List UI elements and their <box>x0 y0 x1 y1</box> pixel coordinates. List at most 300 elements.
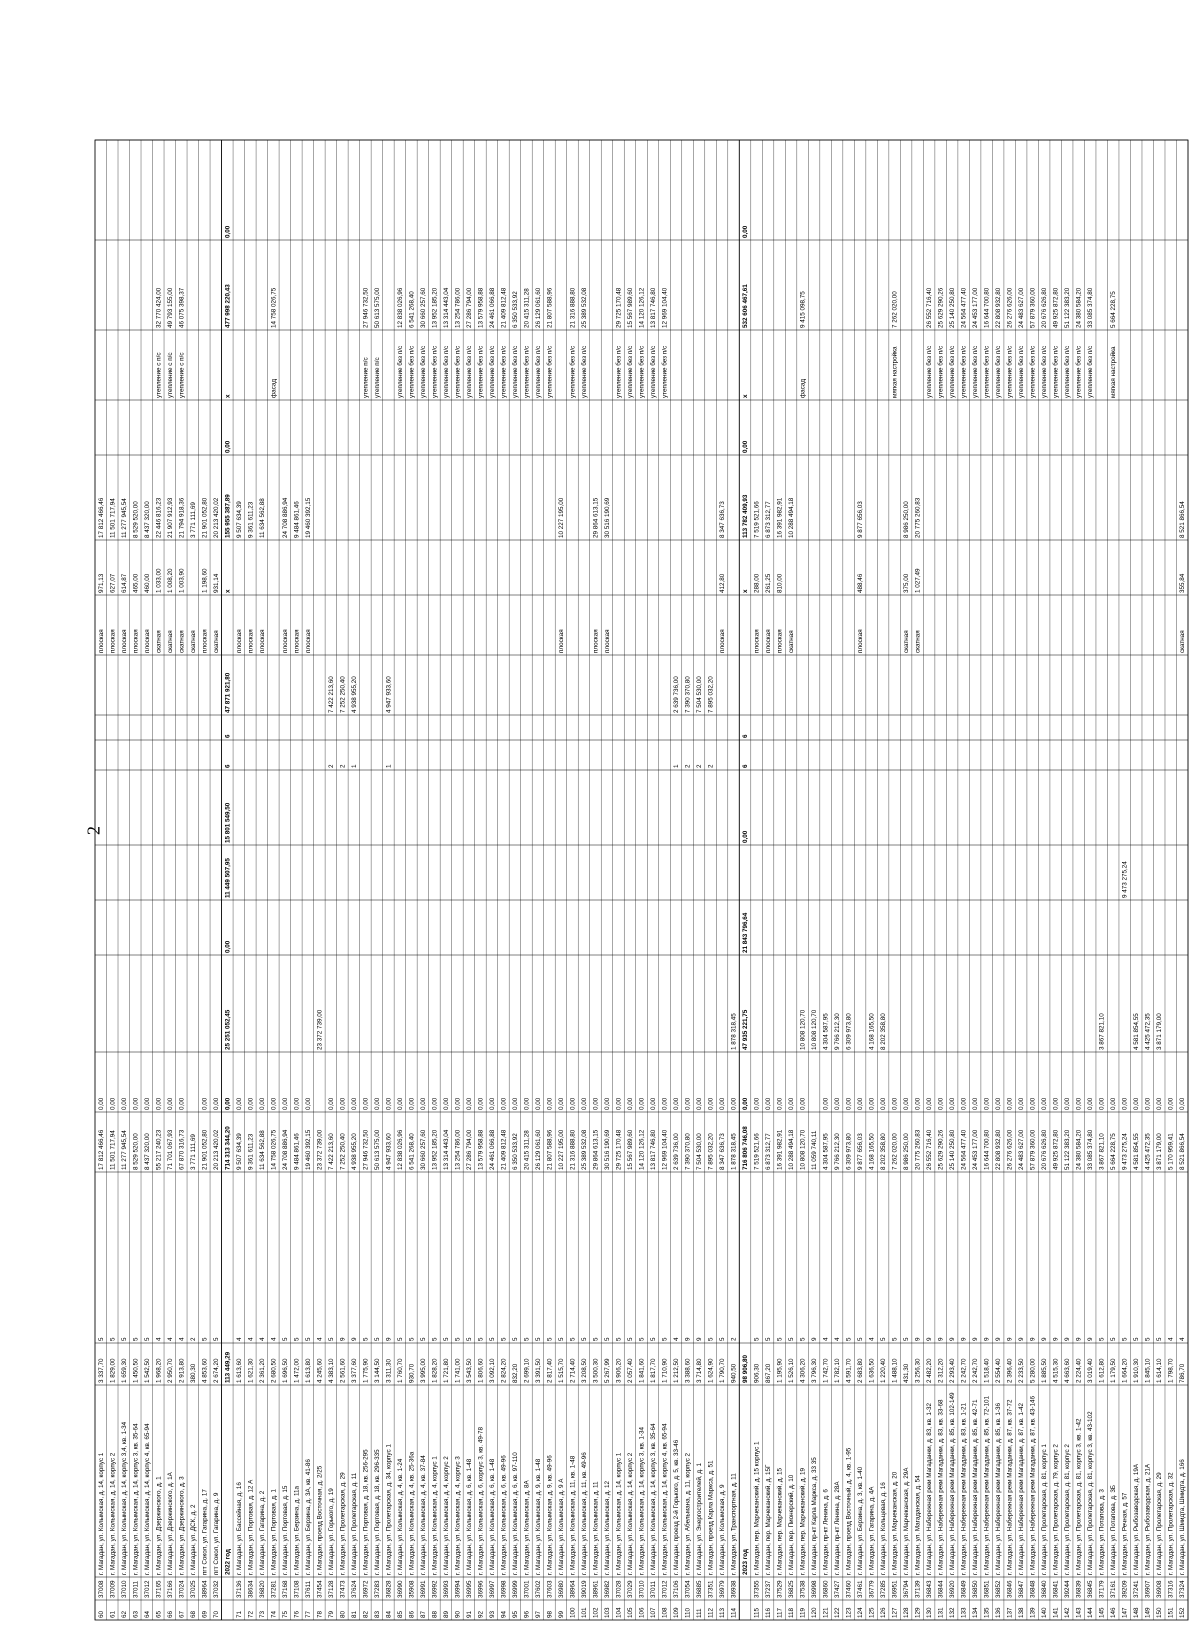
table-cell: 288,00 <box>753 573 761 593</box>
table-cell: 931,14 <box>212 573 220 593</box>
table-cell: 0,00 <box>914 1097 922 1110</box>
table-cell: 5 <box>638 1337 646 1341</box>
table-cell: 107 <box>650 1607 658 1618</box>
table-cell: 5 <box>362 1337 370 1341</box>
table-cell: 0,00 <box>926 1097 934 1110</box>
table-cell: 5 <box>477 1337 485 1341</box>
table-cell: 6 873 312,77 <box>765 501 773 538</box>
table-cell: 68 <box>189 1610 197 1618</box>
table-cell: 4 306,20 <box>799 1358 807 1383</box>
table-cell: утепление без п/с <box>465 345 473 398</box>
table-cell: 36998 <box>811 1580 819 1598</box>
table-cell: 5 <box>465 1337 473 1341</box>
table-cell: 21 409 812,48 <box>500 1129 508 1170</box>
table-cell: 0,00 <box>638 1097 646 1110</box>
table-cell: 1 885,50 <box>1041 1358 1049 1383</box>
table-cell: 113 <box>719 1607 727 1618</box>
total-cell: 6 <box>224 734 232 738</box>
table-cell: 24 483 627,00 <box>1018 287 1026 328</box>
table-cell: 8 202 358,80 <box>880 1013 888 1050</box>
table-cell: 4 <box>868 1337 876 1341</box>
table-cell: г. Магадан, ул. Транспортная, д. 11 <box>730 1473 738 1575</box>
table-cell: г. Магадан, ул. Пролетарская, д. 81, корпус 1 <box>1041 1444 1049 1575</box>
table-cell: 0,00 <box>937 1097 945 1110</box>
table-cell: 0,00 <box>442 1097 450 1110</box>
table-cell: 37602 <box>534 1580 542 1598</box>
table-cell: 0,00 <box>949 1097 957 1110</box>
table-cell: г. Магадан, ул. Колымская, д. 11 <box>592 1481 600 1575</box>
table-cell: 3 543,50 <box>465 1358 473 1383</box>
table-cell: 29 725 170,48 <box>615 287 623 328</box>
table-cell: 412,80 <box>719 573 727 593</box>
table-cell: 5 <box>845 1337 853 1341</box>
table-cell: 5 <box>327 1337 335 1341</box>
table-cell: 0,00 <box>201 1097 209 1110</box>
table-cell: 37025 <box>189 1580 197 1598</box>
table-cell: 810,00 <box>776 573 784 593</box>
table-cell: 5 267,99 <box>603 1358 611 1383</box>
table-cell: скатная <box>155 630 163 653</box>
table-cell: плоская <box>143 629 151 653</box>
table-cell: 0,00 <box>293 1097 301 1110</box>
table-cell: 81 <box>350 1610 358 1618</box>
table-cell: 35908 <box>408 1580 416 1598</box>
table-cell: 5 <box>442 1337 450 1341</box>
table-cell: 12 838 026,96 <box>396 287 404 328</box>
table-cell: 121 <box>822 1607 830 1618</box>
table-cell: 0,00 <box>132 1097 140 1110</box>
table-cell: г. Магадан, ул. Кольцевая, д. 16 <box>880 1482 888 1575</box>
table-cell: 37316 <box>1167 1580 1175 1598</box>
table-cell: 123 <box>845 1607 853 1618</box>
table-cell: 37324 <box>1179 1580 1187 1598</box>
table-cell: 96 <box>523 1610 531 1618</box>
table-cell: 5 <box>500 1337 508 1341</box>
table-cell: 37010 <box>120 1580 128 1598</box>
table-cell: 33 085 374,80 <box>1087 1129 1095 1170</box>
table-cell: утепление без п/с <box>488 345 496 398</box>
table-cell: 8 437 320,00 <box>143 501 151 538</box>
table-cell: утепление без п/с <box>949 345 957 398</box>
table-cell: 20 213 420,02 <box>212 1129 220 1170</box>
table-cell: 0,00 <box>673 1097 681 1110</box>
table-cell: 13 314 443,04 <box>442 1129 450 1170</box>
table-cell: г. Магадан, проезд 2-й Горького, д. 5, кв. 33-46 <box>673 1439 681 1575</box>
table-cell: 1 621,30 <box>247 1358 255 1383</box>
total-cell: 98 906,80 <box>742 1354 750 1383</box>
table-cell: 150 <box>1156 1607 1164 1618</box>
table-cell: 115 <box>753 1607 761 1618</box>
table-cell: 1 878 318,45 <box>730 1013 738 1050</box>
table-cell: 37351 <box>707 1580 715 1598</box>
table-cell: плоская <box>293 629 301 653</box>
table-cell: г. Магадан, ул. Берзина, д. 11а <box>293 1485 301 1575</box>
table-cell: г. Магадан, ул. Набережная реки Магаданки, д. 87, кв. 37-72 <box>1006 1399 1014 1575</box>
table-cell: 1 910,30 <box>1133 1358 1141 1383</box>
table-cell: 627,07 <box>109 573 117 593</box>
table-cell: утепление без п/с <box>396 345 404 398</box>
table-cell: 85 <box>396 1610 404 1618</box>
table-cell: 36979 <box>719 1580 727 1598</box>
table-cell: 2 <box>339 764 347 768</box>
table-cell: 0,00 <box>868 1097 876 1110</box>
table-cell: 8 521 866,54 <box>1179 1133 1187 1170</box>
table-cell: 37237 <box>765 1580 773 1598</box>
table-cell: 24 453 177,00 <box>972 287 980 328</box>
table-cell: 16 391 982,91 <box>776 497 784 538</box>
table-cell: 36840 <box>1041 1580 1049 1598</box>
table-cell: 0,00 <box>97 1097 105 1110</box>
table-cell: 11 277 945,54 <box>120 1130 128 1170</box>
table-cell: 0,00 <box>707 1097 715 1110</box>
table-cell: 1 659,30 <box>120 1358 128 1383</box>
table-cell: 25 389 532,08 <box>580 287 588 328</box>
table-cell: утепление без п/с <box>1087 345 1095 398</box>
table-cell: 36998 <box>500 1580 508 1598</box>
table-cell: 91 <box>465 1610 473 1618</box>
table-cell: 2 950,70 <box>166 1358 174 1383</box>
table-cell: 25 629 290,26 <box>937 287 945 328</box>
table-cell: 4 304 587,95 <box>822 1013 830 1050</box>
table-cell: 4 383,10 <box>327 1358 335 1383</box>
table-cell: утепление без п/с <box>1029 345 1037 398</box>
table-cell: 2 <box>730 1337 738 1341</box>
table-cell: 24 483 627,00 <box>1018 1129 1026 1170</box>
table-cell: 73 <box>258 1610 266 1618</box>
table-cell: 36972 <box>362 1580 370 1598</box>
table-cell: 0,00 <box>972 1097 980 1110</box>
table-cell: 5 <box>580 1337 588 1341</box>
table-cell: 12 838 026,96 <box>396 1129 404 1170</box>
table-cell: пгт Сокол, ул. Гагарина, д. 17 <box>201 1489 209 1575</box>
table-cell: 119 <box>799 1607 807 1618</box>
table-cell: плоская <box>132 629 140 653</box>
table-cell: 3 500,30 <box>592 1358 600 1383</box>
total-cell: 0,00 <box>742 830 750 843</box>
table-cell: утепление без п/с <box>454 345 462 398</box>
table-cell: 132 <box>949 1607 957 1618</box>
table-cell: 36820 <box>258 1580 266 1598</box>
table-cell: 5 <box>523 1337 531 1341</box>
table-cell: 125 <box>868 1607 876 1618</box>
table-cell: 14 120 126,12 <box>638 287 646 328</box>
table-cell: 1 <box>673 764 681 768</box>
table-cell: 3 311,30 <box>385 1358 393 1383</box>
table-cell: г. Магадан, ул. Колымская, д. 14, корпус 4, кв. 65-94 <box>661 1423 669 1575</box>
table-cell: 116 <box>765 1607 773 1618</box>
table-cell: г. Магадан, ул. Колымская, д. 14, корпус 3, кв. 35-64 <box>650 1423 658 1575</box>
table-cell: 5 <box>419 1337 427 1341</box>
table-cell: г. Магадан, пер. Марчеканский, д. 15 <box>776 1467 784 1575</box>
table-cell: 1 003,90 <box>178 568 186 593</box>
table-cell: 8 202 358,80 <box>880 1133 888 1170</box>
total-cell: 532 606 467,61 <box>742 284 750 328</box>
table-cell: 9 <box>949 1337 957 1341</box>
table-cell: 9 766 212,30 <box>834 1013 842 1050</box>
table-cell: 3 208,50 <box>580 1358 588 1383</box>
table-cell: 14 758 026,75 <box>270 287 278 328</box>
table-cell: 3 995,00 <box>419 1358 427 1383</box>
table-cell: 0,00 <box>120 1097 128 1110</box>
table-cell: 37611 <box>304 1580 312 1598</box>
table-cell: 16 391 982,91 <box>776 1129 784 1170</box>
table-cell: г. Магадан, ул. Абельмана, д. 11, корпус 2 <box>684 1452 692 1575</box>
table-cell: 12 969 104,40 <box>661 287 669 328</box>
table-cell: 24 461 066,88 <box>488 287 496 328</box>
table-cell: 37179 <box>1098 1580 1106 1598</box>
table-cell: 9 <box>926 1337 934 1341</box>
table-cell: скатная <box>212 630 220 653</box>
table-cell: 3 092,10 <box>488 1358 496 1383</box>
table-cell: 37012 <box>661 1580 669 1598</box>
total-cell: 0,00 <box>742 440 750 453</box>
table-cell: плоская <box>258 629 266 653</box>
table-cell: 37461 <box>857 1580 865 1598</box>
table-cell: 9 <box>684 1337 692 1341</box>
table-cell: 21 907 912,93 <box>166 497 174 538</box>
table-cell: 24 564 477,40 <box>960 1129 968 1170</box>
table-cell: 21 794 918,36 <box>178 497 186 538</box>
table-cell: 22 808 932,80 <box>995 287 1003 328</box>
table-cell: 27 946 732,50 <box>362 1129 370 1170</box>
table-cell: 0,00 <box>615 1097 623 1110</box>
table-cell: 8 347 636,73 <box>719 501 727 538</box>
table-cell: г. Магадан, ул. Гагарина, д. 2 <box>258 1490 266 1575</box>
table-cell: г. Магадан, ул. Колымская, д. 6, кв. 1-48 <box>465 1458 473 1575</box>
table-cell: 4 <box>155 1337 163 1341</box>
table-cell: г. Магадан, ул. Набережная реки Магаданки, д. 87, кв. 1-42 <box>1018 1402 1026 1575</box>
table-cell: скатная <box>1179 630 1187 653</box>
table-cell: 0,00 <box>1167 1097 1175 1110</box>
table-cell: 37454 <box>316 1580 324 1598</box>
table-cell: г. Магадан, ул. Колымская, д. 14, корпус 2 <box>109 1452 117 1575</box>
table-cell: 7 390 370,80 <box>684 1133 692 1170</box>
table-cell: 0,00 <box>580 1097 588 1110</box>
table-cell: 36828 <box>385 1580 393 1598</box>
total-cell: 0,00 <box>224 940 232 953</box>
table-cell: 37108 <box>293 1580 301 1598</box>
table-cell: 5 <box>1110 1337 1118 1341</box>
table-cell: 37009 <box>109 1580 117 1598</box>
table-cell: г. Магадан, пр-кт Карла Маркса, д. 33 35 <box>811 1457 819 1575</box>
table-cell: 0,00 <box>960 1097 968 1110</box>
table-cell: 0,00 <box>281 1097 289 1110</box>
table-cell: 49 925 872,80 <box>1052 1129 1060 1170</box>
total-cell: 15 801 549,50 <box>224 802 232 843</box>
table-cell: 7 390 370,80 <box>684 676 692 713</box>
table-cell: г. Магадан, проезд Восточная, д. 2/25 <box>316 1465 324 1575</box>
table-cell: 3 019,40 <box>1087 1358 1095 1383</box>
table-cell: 355,84 <box>1179 573 1187 593</box>
table-cell: 5 <box>304 1337 312 1341</box>
table-cell: 0,00 <box>880 1097 888 1110</box>
table-cell: 21 316 888,80 <box>569 287 577 328</box>
table-cell: 11 634 562,88 <box>258 1130 266 1170</box>
table-cell: 0,00 <box>385 1097 393 1110</box>
table-cell: 4 168 165,50 <box>868 1013 876 1050</box>
table-cell: 9 877 656,03 <box>857 501 865 538</box>
table-cell: 89 <box>442 1610 450 1618</box>
table-cell: 5 <box>753 1337 761 1341</box>
table-cell: утепление без п/с <box>650 345 658 398</box>
table-cell: плоская <box>235 629 243 653</box>
table-cell: 24 708 886,94 <box>281 1129 289 1170</box>
table-cell: 0,00 <box>1029 1097 1037 1110</box>
total-cell: 714 313 344,20 <box>224 1126 232 1170</box>
table-cell: 2 396,40 <box>1006 1358 1014 1383</box>
table-cell: 1 760,70 <box>396 1358 404 1383</box>
table-cell: 36849 <box>960 1580 968 1598</box>
table-cell: плоская <box>776 629 784 653</box>
table-cell: 37032 <box>212 1580 220 1598</box>
table-cell: 78 <box>316 1610 324 1618</box>
table-cell: 5 <box>857 1337 865 1341</box>
table-cell: г. Магадан, ул. ДСК, д. 2 <box>189 1504 197 1575</box>
table-cell: 124 <box>857 1607 865 1618</box>
table-cell: 7 519 521,66 <box>753 1133 761 1170</box>
table-cell: 5 <box>1156 1337 1164 1341</box>
table-cell: 38961 <box>592 1580 600 1598</box>
table-cell: 36993 <box>442 1580 450 1598</box>
table-cell: плоская <box>120 629 128 653</box>
table-cell: 27 286 794,00 <box>465 1129 473 1170</box>
table-cell: 26 276 626,00 <box>1006 287 1014 328</box>
table-cell: утепление без п/с <box>442 345 450 398</box>
table-cell: 5 <box>719 1337 727 1341</box>
table-cell: 2 361,20 <box>258 1358 266 1383</box>
table-cell: 4 663,60 <box>1064 1358 1072 1383</box>
table-cell: г. Магадан, ул. Дзержинского, д. 3 <box>178 1476 186 1575</box>
table-cell: 1 636,50 <box>868 1358 876 1383</box>
table-cell: 2 680,50 <box>270 1358 278 1383</box>
table-cell: 21 807 588,96 <box>546 287 554 328</box>
table-cell: 5 <box>143 1337 151 1341</box>
table-cell: 15 567 989,60 <box>626 1129 634 1170</box>
table-cell: г. Магадан, ул. Рыбозаводская, д. 21А <box>1144 1463 1152 1575</box>
table-cell: г. Магадан, ул. Колымская, д. 4, корпус 3 <box>454 1456 462 1575</box>
table-cell: 88 <box>431 1610 439 1618</box>
table-cell: 5 <box>546 1337 554 1341</box>
table-cell: 37008 <box>97 1580 105 1598</box>
table-cell: 37128 <box>327 1580 335 1598</box>
table-cell: 0,00 <box>523 1097 531 1110</box>
table-cell: 66 <box>166 1610 174 1618</box>
table-cell: г. Магадан, ул. Колымская, д. 8А <box>523 1480 531 1575</box>
table-cell: г. Магадан, ул. Гагарина, д. 4А <box>868 1486 876 1575</box>
table-cell: г. Магадан, пер. Марчеканский, д. 19 <box>799 1467 807 1575</box>
table-cell: 9 <box>937 1337 945 1341</box>
table-cell: 4 <box>235 1337 243 1341</box>
table-cell: 5 <box>408 1337 416 1341</box>
table-cell: 30 660 257,60 <box>419 287 427 328</box>
table-cell: 0,00 <box>1156 1097 1164 1110</box>
table-cell: 4 938 955,20 <box>350 1133 358 1170</box>
table-cell: 0,00 <box>1006 1097 1014 1110</box>
table-cell: 8 986 250,00 <box>903 1133 911 1170</box>
table-cell: 152 <box>1179 1607 1187 1618</box>
table-cell: 94 <box>500 1610 508 1618</box>
table-cell: г. Магадан, ул. Колымская, д. 9, кв. 1-48 <box>534 1458 542 1575</box>
table-cell: 106 <box>638 1607 646 1618</box>
total-cell: 113 782 409,93 <box>742 494 750 538</box>
table-cell: 13 579 958,88 <box>477 1129 485 1170</box>
total-cell: 155 955 387,89 <box>224 494 232 538</box>
table-cell: 36850 <box>972 1580 980 1598</box>
table-cell: 135 <box>983 1607 991 1618</box>
table-cell: утепление без п/с <box>500 345 508 398</box>
table-cell: 32 770 424,00 <box>155 287 163 328</box>
table-cell: 1 775,90 <box>362 1358 370 1383</box>
total-cell: 0,00 <box>224 440 232 453</box>
table-cell: 2 <box>327 764 335 768</box>
table-cell: 71 <box>235 1610 243 1618</box>
table-cell: 17 812 466,46 <box>97 1129 105 1170</box>
table-cell: 137 <box>1006 1607 1014 1618</box>
table-cell: 30 516 190,69 <box>603 1129 611 1170</box>
table-cell: 4 <box>1167 1337 1175 1341</box>
table-cell: 1 198,60 <box>201 568 209 593</box>
total-cell: х <box>224 394 232 398</box>
table-cell: 1 878 318,45 <box>730 1133 738 1170</box>
table-cell: 6 350 533,92 <box>511 291 519 328</box>
table-cell: 0,00 <box>1110 1097 1118 1110</box>
table-cell: г. Магадан, ул. Колымская, д. 6, корпус 3, кв. 49-78 <box>477 1427 485 1575</box>
table-cell: г. Магадан, ул. Пролетарская, д. 29 <box>339 1472 347 1575</box>
table-cell: утепление без п/с <box>995 345 1003 398</box>
total-cell: 0,00 <box>224 1097 232 1110</box>
table-cell: г. Магадан, ул. Потапова, д. 3Б <box>1110 1484 1118 1575</box>
total-cell: 716 806 746,08 <box>742 1126 750 1170</box>
table-cell: 114 <box>730 1607 738 1618</box>
table-cell: 2 554,40 <box>995 1358 1003 1383</box>
table-cell: 33 085 374,80 <box>1087 287 1095 328</box>
total-cell: 11 449 507,95 <box>224 858 232 898</box>
table-cell: 7 422 213,60 <box>327 1133 335 1170</box>
table-cell: 36994 <box>454 1580 462 1598</box>
table-cell: 141 <box>1052 1607 1060 1618</box>
table-cell: 7 252 250,40 <box>339 676 347 713</box>
table-cell: 4 <box>258 1337 266 1341</box>
table-cell: 1 195,90 <box>776 1358 784 1383</box>
table-cell: 4 947 933,60 <box>385 676 393 713</box>
table-cell: 25 629 290,26 <box>937 1129 945 1170</box>
table-cell: г. Магадан, ул. Рыбозаводская, д. 19А <box>1133 1463 1141 1575</box>
table-cell: 49 793 155,00 <box>166 287 174 328</box>
table-cell: 9 <box>1029 1337 1037 1341</box>
table-cell: 36907 <box>1144 1580 1152 1598</box>
table-cell: 3 337,70 <box>97 1358 105 1383</box>
table-cell: 0,00 <box>603 1097 611 1110</box>
table-cell: 2 <box>684 764 692 768</box>
table-cell: утепление без п/с <box>523 345 531 398</box>
table-cell: 36980 <box>557 1580 565 1598</box>
table-cell: 36951 <box>891 1580 899 1598</box>
table-cell: 8 529 520,00 <box>132 1133 140 1170</box>
table-cell: 0,00 <box>339 1097 347 1110</box>
table-cell: 36825 <box>788 1580 796 1598</box>
table-cell: скатная <box>788 630 796 653</box>
table-cell: г. Магадан, пер. Марчеканский, д. 15Г <box>765 1464 773 1575</box>
table-cell: скатная <box>166 630 174 653</box>
table-cell: 0,00 <box>1133 1097 1141 1110</box>
table-cell: 20 415 311,28 <box>523 1130 531 1170</box>
table-cell: 5 <box>109 1337 117 1341</box>
table-cell: 7 895 032,20 <box>707 676 715 713</box>
table-cell: 37538 <box>799 1580 807 1598</box>
table-cell: г. Магадан, ул. Колымская, д. 11, кв. 49-96 <box>580 1452 588 1575</box>
table-cell: 0,00 <box>1052 1097 1060 1110</box>
table-cell: 25 389 532,08 <box>580 1129 588 1170</box>
